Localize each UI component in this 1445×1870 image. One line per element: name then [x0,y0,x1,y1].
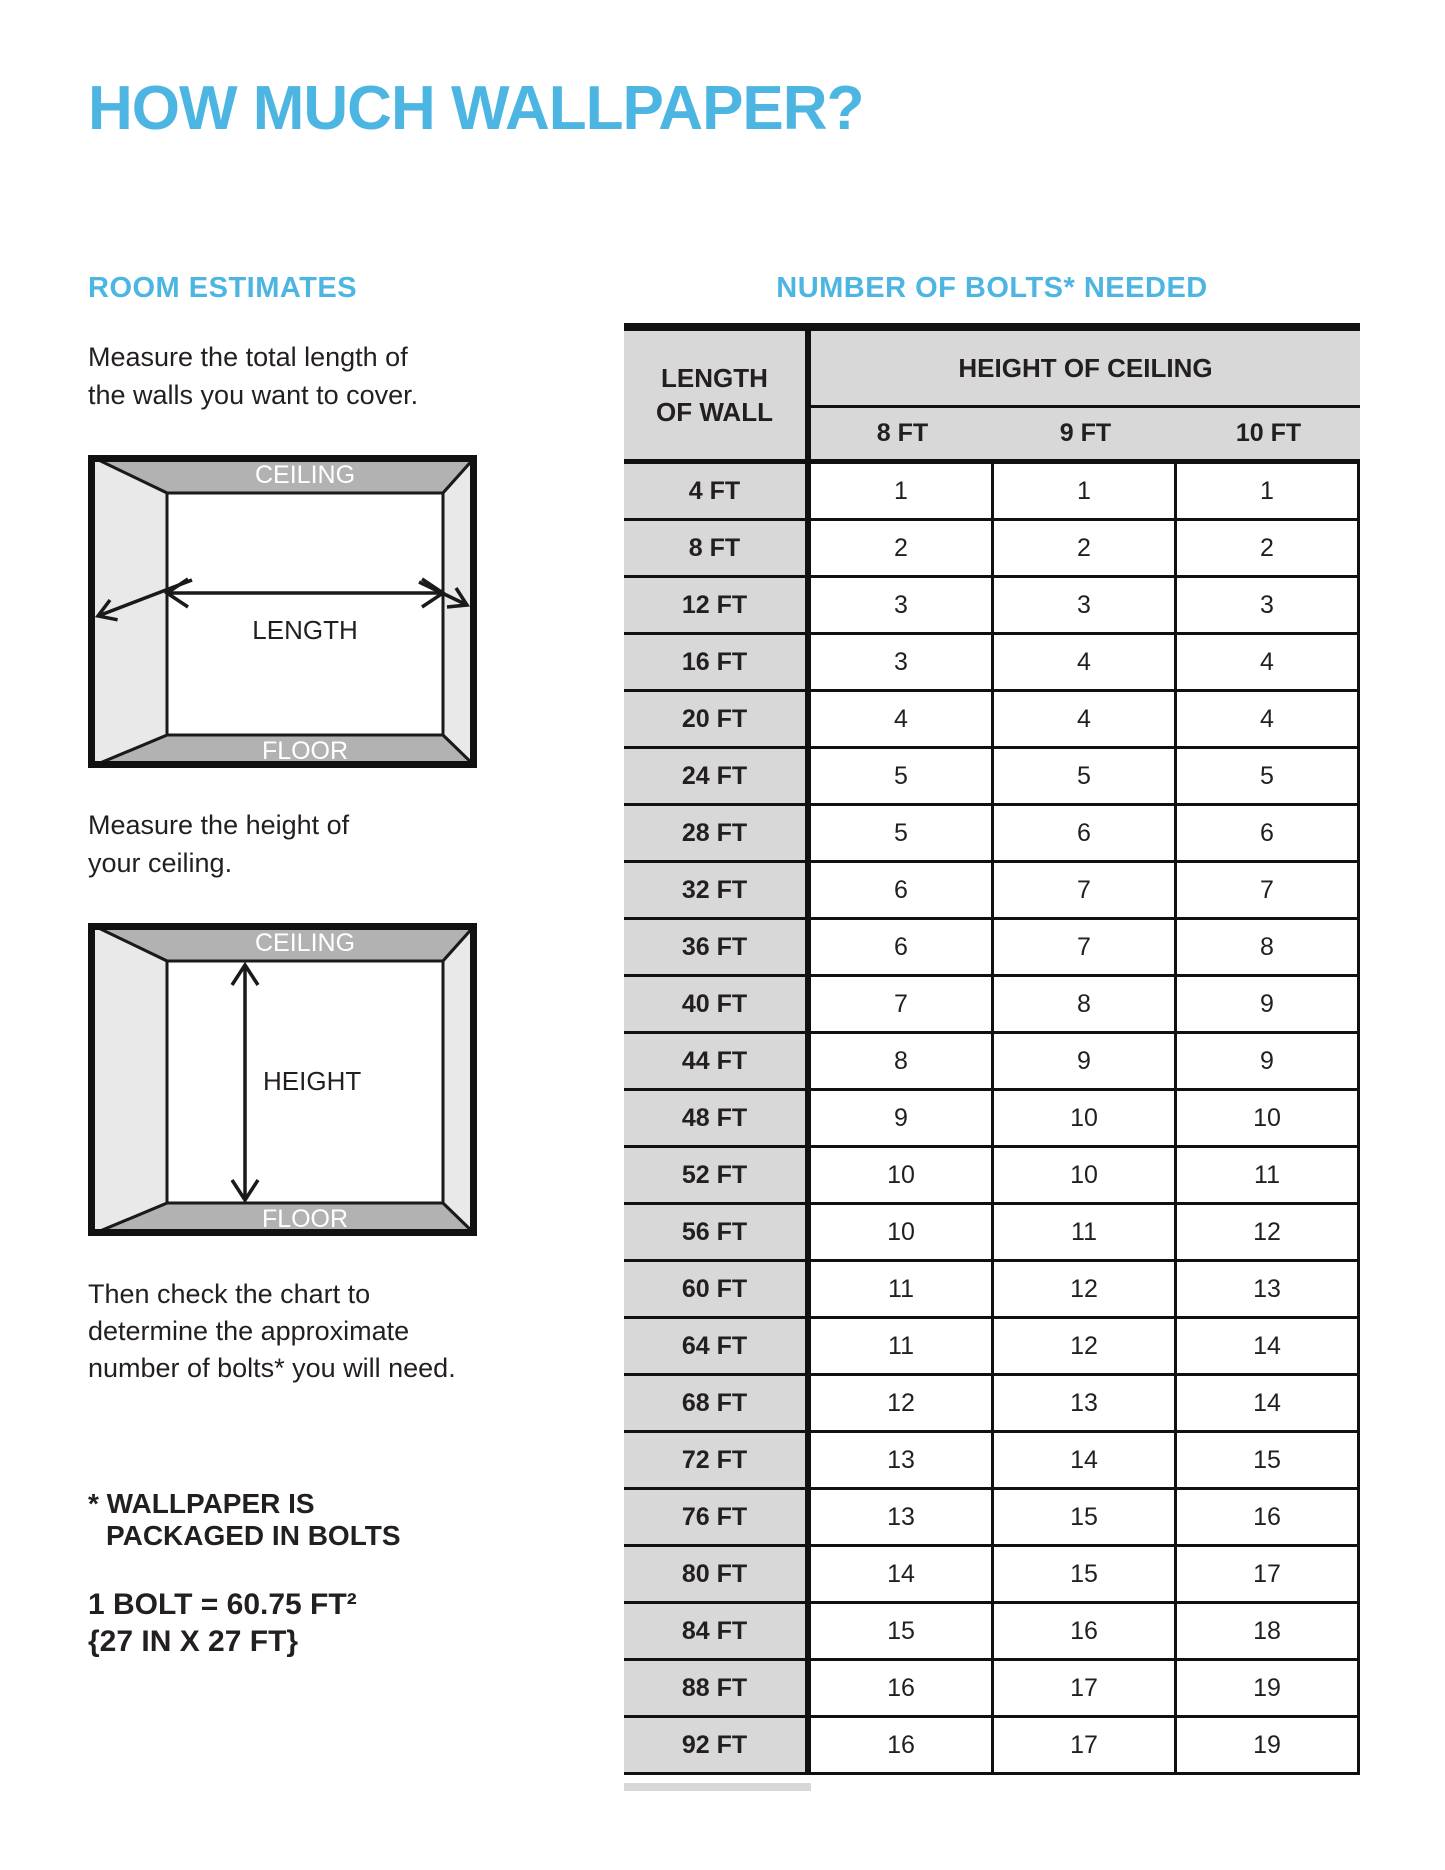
paragraph-line: Measure the total length of [88,342,408,372]
corner-header-line: OF WALL [656,397,773,427]
value-cell-10ft: 3 [1177,578,1360,635]
value-cell-10ft: 19 [1177,1661,1360,1718]
bolts-table [624,323,1360,1775]
value-cell-9ft: 17 [994,1661,1177,1718]
value-cell-10ft: 1 [1177,464,1360,521]
value-cell-9ft: 4 [994,692,1177,749]
value-cell-10ft: 7 [1177,863,1360,920]
col-header-8ft: 8 FT [811,408,994,464]
value-cell-9ft: 3 [994,578,1177,635]
paragraph-measure-height [88,806,349,882]
value-cell-9ft: 1 [994,464,1177,521]
value-cell-8ft: 11 [811,1262,994,1319]
value-cell-9ft: 8 [994,977,1177,1034]
row-label-cell: 20 FT [624,692,805,749]
room-diagram-length [88,455,477,768]
value-cell-8ft: 8 [811,1034,994,1091]
value-cell-8ft: 6 [811,863,994,920]
length-label: LENGTH [252,615,358,645]
value-cell-9ft: 7 [994,863,1177,920]
value-cell-8ft: 5 [811,749,994,806]
value-cell-8ft: 13 [811,1490,994,1547]
row-label-cell: 12 FT [624,578,805,635]
paragraph-line: determine the approximate [88,1316,410,1346]
section-title-room-estimates: ROOM ESTIMATES [88,272,358,304]
value-cell-10ft: 6 [1177,806,1360,863]
row-label-cell: 36 FT [624,920,805,977]
value-cell-10ft: 5 [1177,749,1360,806]
row-label-cell: 40 FT [624,977,805,1034]
value-cell-9ft: 12 [994,1319,1177,1376]
footnote-wallpaper-bolts [88,1488,401,1552]
value-cell-10ft: 17 [1177,1547,1360,1604]
value-cell-10ft: 2 [1177,521,1360,578]
page-title: HOW MUCH WALLPAPER? [88,74,864,143]
row-label-cell: 8 FT [624,521,805,578]
value-cell-9ft: 11 [994,1205,1177,1262]
row-label-cell: 64 FT [624,1319,805,1376]
left-wall-face [88,923,167,1236]
row-label-cell: 52 FT [624,1148,805,1205]
value-cell-9ft: 14 [994,1433,1177,1490]
value-cell-8ft: 10 [811,1148,994,1205]
value-cell-8ft: 10 [811,1205,994,1262]
ceiling-label: CEILING [254,461,356,489]
corner-header-line: LENGTH [661,363,768,393]
value-cell-10ft: 10 [1177,1091,1360,1148]
paragraph-check-chart [88,1276,456,1387]
value-cell-9ft: 13 [994,1376,1177,1433]
value-cell-8ft: 2 [811,521,994,578]
paragraph-line: number of bolts* you will need. [88,1353,456,1383]
row-label-cell: 4 FT [624,464,805,521]
value-cell-8ft: 3 [811,635,994,692]
value-cell-8ft: 11 [811,1319,994,1376]
value-cell-10ft: 9 [1177,977,1360,1034]
value-cell-9ft: 7 [994,920,1177,977]
value-cell-9ft: 6 [994,806,1177,863]
value-cell-9ft: 10 [994,1148,1177,1205]
row-label-cell: 60 FT [624,1262,805,1319]
bolt-info-line: 1 BOLT = 60.75 FT² [88,1588,357,1621]
row-label-cell: 48 FT [624,1091,805,1148]
value-cell-10ft: 15 [1177,1433,1360,1490]
value-cell-8ft: 14 [811,1547,994,1604]
value-cell-8ft: 1 [811,464,994,521]
value-cell-9ft: 10 [994,1091,1177,1148]
row-label-cell: 80 FT [624,1547,805,1604]
value-cell-8ft: 9 [811,1091,994,1148]
table-title: NUMBER OF BOLTS* NEEDED [776,272,1208,304]
value-cell-10ft: 18 [1177,1604,1360,1661]
room-diagram-height [88,923,477,1236]
value-cell-10ft: 4 [1177,635,1360,692]
row-label-cell: 16 FT [624,635,805,692]
value-cell-10ft: 13 [1177,1262,1360,1319]
footnote-line: PACKAGED IN BOLTS [106,1520,401,1551]
value-cell-9ft: 15 [994,1490,1177,1547]
value-cell-9ft: 4 [994,635,1177,692]
value-cell-10ft: 9 [1177,1034,1360,1091]
value-cell-10ft: 16 [1177,1490,1360,1547]
value-cell-10ft: 12 [1177,1205,1360,1262]
table-top-bar [624,323,1360,331]
paragraph-measure-length [88,338,418,414]
value-cell-10ft: 14 [1177,1319,1360,1376]
value-cell-8ft: 15 [811,1604,994,1661]
value-cell-10ft: 11 [1177,1148,1360,1205]
value-cell-8ft: 4 [811,692,994,749]
value-cell-8ft: 16 [811,1661,994,1718]
value-cell-9ft: 12 [994,1262,1177,1319]
col-header-10ft: 10 FT [1177,408,1360,464]
row-label-cell: 76 FT [624,1490,805,1547]
value-cell-8ft: 7 [811,977,994,1034]
row-label-cell: 88 FT [624,1661,805,1718]
row-label-cell: 72 FT [624,1433,805,1490]
bolt-equivalence [88,1586,357,1660]
back-wall [167,493,443,735]
row-label-cell: 32 FT [624,863,805,920]
ceiling-label: CEILING [254,929,356,957]
value-cell-10ft: 19 [1177,1718,1360,1775]
height-label: HEIGHT [263,1066,362,1096]
value-cell-8ft: 12 [811,1376,994,1433]
row-label-cell: 24 FT [624,749,805,806]
footnote-line: * WALLPAPER IS [88,1488,315,1519]
floor-label: FLOOR [261,1205,349,1233]
table-corner-header [624,331,805,464]
paragraph-line: your ceiling. [88,848,233,878]
value-cell-10ft: 4 [1177,692,1360,749]
row-label-cell: 28 FT [624,806,805,863]
row-label-cell: 84 FT [624,1604,805,1661]
value-cell-8ft: 3 [811,578,994,635]
table-under-strip [624,1783,811,1791]
value-cell-9ft: 16 [994,1604,1177,1661]
value-cell-9ft: 15 [994,1547,1177,1604]
col-header-9ft: 9 FT [994,408,1177,464]
value-cell-10ft: 14 [1177,1376,1360,1433]
value-cell-9ft: 2 [994,521,1177,578]
row-label-cell: 68 FT [624,1376,805,1433]
table-group-header: HEIGHT OF CEILING [811,331,1360,408]
row-label-cell: 44 FT [624,1034,805,1091]
value-cell-10ft: 8 [1177,920,1360,977]
paragraph-line: Then check the chart to [88,1279,371,1309]
floor-label: FLOOR [261,737,349,765]
value-cell-9ft: 9 [994,1034,1177,1091]
value-cell-8ft: 16 [811,1718,994,1775]
value-cell-8ft: 6 [811,920,994,977]
value-cell-9ft: 5 [994,749,1177,806]
row-label-cell: 56 FT [624,1205,805,1262]
value-cell-8ft: 5 [811,806,994,863]
paragraph-line: Measure the height of [88,810,350,840]
value-cell-8ft: 13 [811,1433,994,1490]
paragraph-line: the walls you want to cover. [88,380,419,410]
bolt-info-line: {27 IN X 27 FT} [88,1625,299,1658]
row-label-cell: 92 FT [624,1718,805,1775]
value-cell-9ft: 17 [994,1718,1177,1775]
